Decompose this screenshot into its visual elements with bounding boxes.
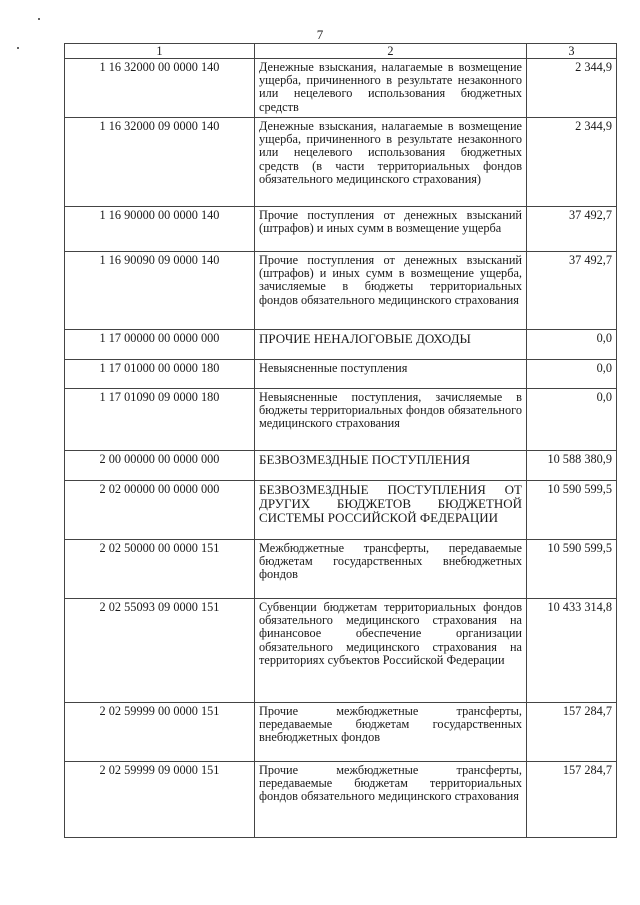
- column-header-2: 2: [255, 44, 527, 59]
- revenue-name: Прочие поступления от денежных взысканий (штрафов) и иных сумм в возмещение ущерба: [255, 207, 527, 252]
- budget-code: 1 17 01090 09 0000 180: [65, 389, 255, 451]
- amount: 37 492,7: [527, 252, 617, 330]
- table-row: [65, 59, 617, 118]
- budget-code: 1 17 01000 00 0000 180: [65, 360, 255, 389]
- budget-code: 1 16 90000 00 0000 140: [65, 207, 255, 252]
- budget-code: 1 16 32000 09 0000 140: [65, 118, 255, 207]
- budget-code: 1 16 90090 09 0000 140: [65, 252, 255, 330]
- revenue-name: Денежные взыскания, налагаемые в возмещение ущерба, причиненного в результате незаконного или нецелевого использования бюджетных средств: [255, 59, 527, 118]
- amount: 10 590 599,5: [527, 540, 617, 599]
- revenue-name: Межбюджетные трансферты, передаваемые бюджетам государственных внебюджетных фондов: [255, 540, 527, 599]
- budget-code: 2 02 59999 09 0000 151: [65, 762, 255, 838]
- scan-speck: [17, 47, 19, 49]
- budget-code: 1 16 32000 00 0000 140: [65, 59, 255, 118]
- budget-code: 2 02 00000 00 0000 000: [65, 481, 255, 540]
- table-row: [65, 118, 617, 207]
- table-row: [65, 540, 617, 599]
- budget-code: 2 02 55093 09 0000 151: [65, 599, 255, 703]
- revenue-name: ПРОЧИЕ НЕНАЛОГОВЫЕ ДОХОДЫ: [255, 330, 527, 360]
- budget-code: 2 02 50000 00 0000 151: [65, 540, 255, 599]
- revenue-name: Невыясненные поступления: [255, 360, 527, 389]
- amount: 157 284,7: [527, 703, 617, 762]
- revenue-name: Прочие межбюджетные трансферты, передаваемые бюджетам территориальных фондов обязательного медицинского страхования: [255, 762, 527, 838]
- table-header-row: [65, 44, 617, 59]
- revenue-name: Невыясненные поступления, зачисляемые в бюджеты территориальных фондов обязательного медицинского страхования: [255, 389, 527, 451]
- column-header-3: 3: [527, 44, 617, 59]
- revenue-table: [64, 43, 617, 838]
- amount: 157 284,7: [527, 762, 617, 838]
- revenue-name: Субвенции бюджетам территориальных фондов обязательного медицинского страхования на финансовое обеспечение организации обязательного медицинского страхования на территориях субъектов Российской Федерации: [255, 599, 527, 703]
- amount: 10 590 599,5: [527, 481, 617, 540]
- amount: 10 588 380,9: [527, 451, 617, 481]
- table-row: [65, 703, 617, 762]
- budget-code: 2 00 00000 00 0000 000: [65, 451, 255, 481]
- table-row: [65, 451, 617, 481]
- amount: 0,0: [527, 330, 617, 360]
- table-row: [65, 389, 617, 451]
- table-row: [65, 330, 617, 360]
- revenue-name: Прочие межбюджетные трансферты, передаваемые бюджетам государственных внебюджетных фондов: [255, 703, 527, 762]
- scan-speck: [38, 18, 40, 20]
- table-row: [65, 762, 617, 838]
- budget-code: 2 02 59999 00 0000 151: [65, 703, 255, 762]
- table-row: [65, 360, 617, 389]
- amount: 0,0: [527, 360, 617, 389]
- page-number: 7: [316, 27, 324, 42]
- amount: 10 433 314,8: [527, 599, 617, 703]
- table-row: [65, 599, 617, 703]
- revenue-name: Денежные взыскания, налагаемые в возмещение ущерба, причиненного в результате незаконного или нецелевого использования бюджетных средств (в части территориальных фондов обязательного медицинского страхования): [255, 118, 527, 207]
- amount: 2 344,9: [527, 118, 617, 207]
- table-row: [65, 207, 617, 252]
- table-row: [65, 481, 617, 540]
- amount: 0,0: [527, 389, 617, 451]
- table-row: [65, 252, 617, 330]
- amount: 2 344,9: [527, 59, 617, 118]
- column-header-1: 1: [65, 44, 255, 59]
- amount: 37 492,7: [527, 207, 617, 252]
- revenue-name: БЕЗВОЗМЕЗДНЫЕ ПОСТУПЛЕНИЯ ОТ ДРУГИХ БЮДЖЕТОВ БЮДЖЕТНОЙ СИСТЕМЫ РОССИЙСКОЙ ФЕДЕРАЦИИ: [255, 481, 527, 540]
- revenue-name: Прочие поступления от денежных взысканий (штрафов) и иных сумм в возмещение ущерба, зачисляемые в бюджеты территориальных фондов обязательного медицинского страхования: [255, 252, 527, 330]
- budget-code: 1 17 00000 00 0000 000: [65, 330, 255, 360]
- revenue-name: БЕЗВОЗМЕЗДНЫЕ ПОСТУПЛЕНИЯ: [255, 451, 527, 481]
